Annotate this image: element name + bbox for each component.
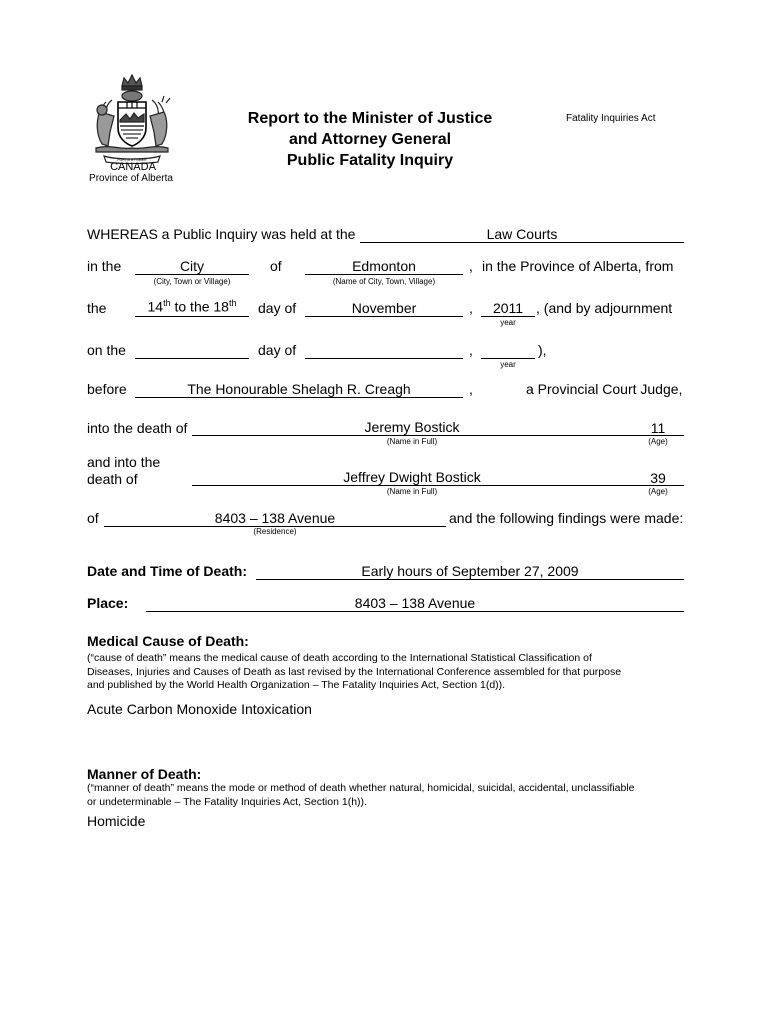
city-type-value: City <box>179 258 205 274</box>
start-day: 14 <box>147 298 164 315</box>
crest-caption: CANADA <box>110 161 156 173</box>
findings-tail: and the following findings were made: <box>449 510 684 526</box>
of-label: of <box>270 258 282 274</box>
definition-line: and published by the World Health Organization – The Fatality Inquiries Act, Section 1(d)). <box>87 679 506 691</box>
manner-definition <box>87 782 687 809</box>
deceased1-age: 11 <box>650 420 666 436</box>
province-tail: in the Province of Alberta, from <box>482 258 674 274</box>
definition-line: (“cause of death” means the medical cause of death according to the International Statistical Classification of <box>87 652 592 664</box>
medical-cause-value: Acute Carbon Monoxide Intoxication <box>87 701 312 717</box>
death-of-label-2: death of <box>87 471 138 487</box>
whereas-underline <box>360 242 684 243</box>
residence-caption: (Residence) <box>253 527 297 536</box>
name-caption: (Name in Full) <box>386 487 438 496</box>
adjourn-day-underline <box>135 358 249 359</box>
definition-line: Diseases, Injuries and Causes of Death as last revised by the International Conference assembled for that purpose <box>87 665 622 678</box>
year-value: 2011 <box>492 300 524 316</box>
svg-text:FORTIS ET LIBER: FORTIS ET LIBER <box>117 158 147 162</box>
dates-underline <box>135 316 249 317</box>
comma: , <box>469 258 473 274</box>
deceased2-name: Jeffrey Dwight Bostick <box>343 469 481 485</box>
definition-line: or undeterminable – The Fatality Inquiries Act, Section 1(h)). <box>87 795 367 808</box>
age-caption: (Age) <box>648 437 668 446</box>
before-label: before <box>87 381 127 397</box>
judge-value: The Honourable Shelagh R. Creagh <box>187 381 411 397</box>
deceased1-underline <box>192 435 684 436</box>
adjourn-year-underline <box>481 358 535 359</box>
city-name-value: Edmonton <box>352 258 416 274</box>
place-underline <box>146 611 684 612</box>
report-title-line-2: and Attorney General <box>288 131 452 148</box>
report-title-line-1: Report to the Minister of Justice <box>247 110 493 127</box>
date-time-underline <box>256 579 684 580</box>
of-label: of <box>87 510 99 526</box>
end-day-suffix: th <box>228 298 237 308</box>
adjournment-tail: , (and by adjournment <box>536 300 673 316</box>
day-of-label: day of <box>258 342 297 358</box>
manner-heading: Manner of Death: <box>87 766 202 782</box>
death-of-label: into the death of <box>87 420 188 436</box>
alberta-coat-of-arms <box>86 72 178 164</box>
deceased2-age: 39 <box>650 470 666 486</box>
year-caption: year <box>500 318 516 327</box>
month-value: November <box>351 300 417 316</box>
deceased2-underline <box>192 485 684 486</box>
city-name-underline <box>305 274 463 275</box>
start-day-suffix: th <box>163 298 171 308</box>
comma: , <box>469 300 473 316</box>
year-underline <box>481 316 535 317</box>
whereas-text: WHEREAS a Public Inquiry was held at the <box>87 226 356 242</box>
in-the-label: in the <box>87 258 122 274</box>
residence-value: 8403 – 138 Avenue <box>214 510 336 526</box>
medical-cause-definition <box>87 652 687 693</box>
date-range-middle: to the 18 <box>170 298 229 315</box>
definition-line: (“manner of death” means the mode or method of death whether natural, homicidal, suicidal, accidental, unclassifiable <box>87 782 635 794</box>
day-of-label: day of <box>258 300 297 316</box>
month-underline <box>305 316 463 317</box>
act-label: Fatality Inquiries Act <box>566 113 656 124</box>
comma: , <box>469 381 473 397</box>
medical-cause-heading: Medical Cause of Death: <box>87 633 249 649</box>
age-caption: (Age) <box>648 487 668 496</box>
place-label: Place: <box>87 595 129 611</box>
city-name-caption: (Name of City, Town, Village) <box>332 277 436 286</box>
year-caption: year <box>500 360 516 369</box>
adjourn-month-underline <box>305 358 463 359</box>
date-time-value: Early hours of September 27, 2009 <box>361 563 579 579</box>
name-caption: (Name in Full) <box>386 437 438 446</box>
inquiry-dates-value <box>135 298 249 315</box>
on-the-label: on the <box>87 342 126 358</box>
deceased1-name: Jeremy Bostick <box>364 419 460 435</box>
manner-value: Homicide <box>87 813 146 829</box>
and-into-the-label: and into the <box>87 454 161 470</box>
city-type-underline <box>135 274 249 275</box>
report-title-line-3: Public Fatality Inquiry <box>286 152 454 169</box>
comma: , <box>469 342 473 358</box>
closing-paren: ), <box>538 342 547 358</box>
city-type-caption: (City, Town or Village) <box>153 277 231 286</box>
province-label: Province of Alberta <box>89 173 173 184</box>
place-value: 8403 – 138 Avenue <box>354 595 476 611</box>
inquiry-location-value: Law Courts <box>486 226 558 242</box>
judge-underline <box>135 397 463 398</box>
judge-title: a Provincial Court Judge, <box>526 381 683 397</box>
the-label: the <box>87 300 107 316</box>
date-time-label: Date and Time of Death: <box>87 563 247 579</box>
